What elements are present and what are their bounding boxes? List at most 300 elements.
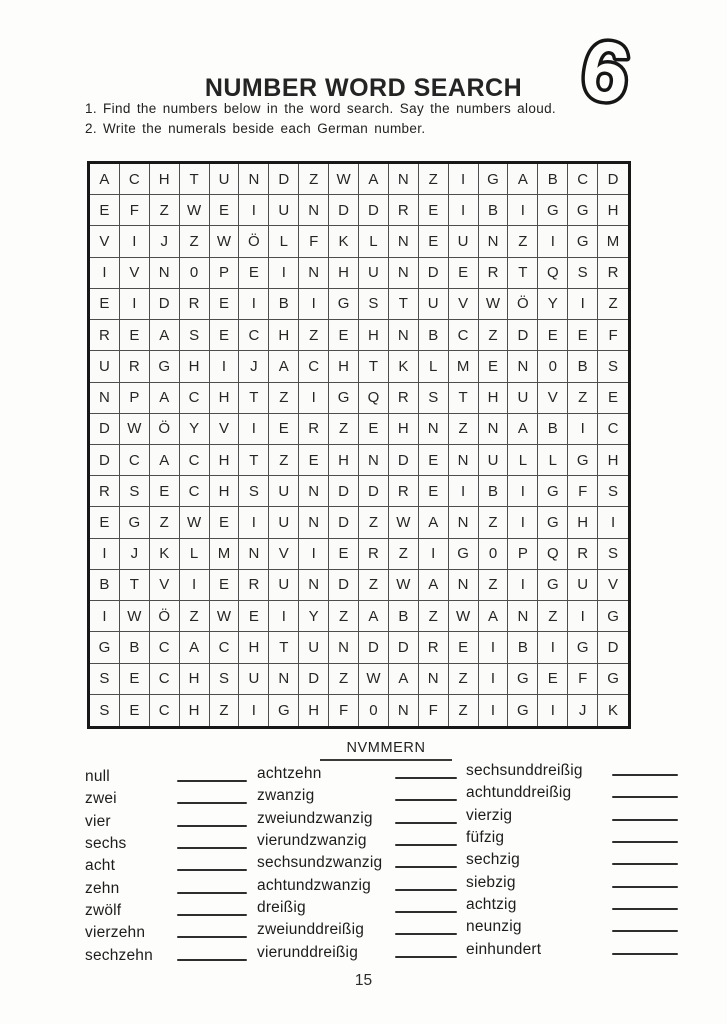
grid-cell: E [329,320,359,351]
grid-cell: G [538,476,568,507]
grid-cell: B [508,632,538,663]
grid-cell: N [299,507,329,538]
grid-cell: E [210,195,240,226]
instruction-line-2: 2. Write the numerals beside each German number. [85,121,426,136]
grid-cell: Ö [150,601,180,632]
answer-blank [612,953,678,955]
grid-cell: I [568,601,598,632]
grid-cell: 0 [479,539,509,570]
grid-cell: L [419,351,449,382]
german-number-word: zehn [85,879,120,897]
grid-cell: M [210,539,240,570]
grid-cell: E [239,258,269,289]
grid-cell: P [120,383,150,414]
grid-cell: Z [479,507,509,538]
grid-cell: C [239,320,269,351]
answer-blank [612,774,678,776]
grid-cell: E [419,445,449,476]
grid-cell: Z [479,570,509,601]
german-number-word: achtzehn [257,765,322,783]
answer-blank [177,780,247,782]
grid-cell: R [389,383,419,414]
grid-cell: A [269,351,299,382]
answer-blank [177,892,247,894]
grid-cell: Ö [150,414,180,445]
grid-cell: J [239,351,269,382]
grid-cell: H [269,320,299,351]
grid-cell: E [538,320,568,351]
grid-cell: G [538,507,568,538]
grid-cell: R [90,476,120,507]
grid-cell: N [479,226,509,257]
grid-cell: K [150,539,180,570]
grid-cell: C [180,383,210,414]
grid-cell: S [210,664,240,695]
grid-cell: H [150,164,180,195]
german-number-word: null [85,768,110,786]
word-row [257,941,457,963]
grid-cell: E [329,539,359,570]
grid-cell: Z [329,601,359,632]
grid-cell: D [508,320,538,351]
grid-cell: B [90,570,120,601]
german-number-word: füfzig [466,829,505,847]
grid-cell: U [239,664,269,695]
grid-cell: U [419,289,449,320]
grid-cell: U [269,195,299,226]
grid-cell: Y [299,601,329,632]
grid-cell: Y [180,414,210,445]
word-row [257,919,457,941]
grid-cell: E [210,320,240,351]
grid-cell: E [419,476,449,507]
german-number-word: zweiundzwanzig [257,809,373,827]
grid-cell: N [299,570,329,601]
grid-cell: L [269,226,299,257]
grid-cell: Z [479,320,509,351]
grid-cell: A [359,601,389,632]
german-number-word: neunzig [466,918,522,936]
grid-cell: V [269,539,299,570]
grid-cell: H [239,632,269,663]
grid-cell: I [568,414,598,445]
grid-cell: I [479,664,509,695]
word-search-grid [87,161,631,729]
german-number-word: vierundzwanzig [257,832,367,850]
grid-cell: H [329,445,359,476]
grid-cell: A [90,164,120,195]
grid-cell: H [180,695,210,726]
grid-cell: N [449,570,479,601]
grid-cell: I [508,476,538,507]
grid-cell: C [598,414,628,445]
german-number-word: vierzig [466,806,513,824]
grid-cell: H [210,476,240,507]
grid-cell: Z [449,414,479,445]
grid-cell: N [389,695,419,726]
grid-cell: C [150,695,180,726]
grid-cell: I [210,351,240,382]
grid-cell: R [479,258,509,289]
page-title: NUMBER WORD SEARCH [204,73,523,102]
grid-cell: P [508,539,538,570]
grid-cell: Z [359,507,389,538]
grid-cell: Ö [239,226,269,257]
grid-cell: I [449,195,479,226]
grid-cell: V [210,414,240,445]
grid-cell: E [90,507,120,538]
grid-cell: T [180,164,210,195]
grid-cell: K [389,351,419,382]
grid-cell: Q [538,539,568,570]
grid-cell: E [479,351,509,382]
grid-cell: N [449,445,479,476]
grid-cell: H [210,445,240,476]
grid-cell: F [329,695,359,726]
grid-cell: E [210,507,240,538]
word-row [466,782,678,804]
answer-blank [612,796,678,798]
grid-cell: E [239,601,269,632]
grid-cell: Z [389,539,419,570]
grid-cell: B [568,351,598,382]
grid-cell: I [538,632,568,663]
grid-cell: L [180,539,210,570]
grid-cell: C [568,164,598,195]
grid-cell: D [389,445,419,476]
grid-cell: 0 [538,351,568,382]
word-row [466,916,678,938]
grid-cell: I [479,632,509,663]
grid-cell: I [180,570,210,601]
grid-cell: G [90,632,120,663]
german-number-word: zwölf [85,901,122,919]
grid-cell: I [508,570,538,601]
grid-cell: Z [269,383,299,414]
grid-cell: A [150,383,180,414]
grid-cell: Z [359,570,389,601]
grid-cell: B [389,601,419,632]
grid-cell: W [389,507,419,538]
grid-cell: B [479,476,509,507]
grid-cell: Z [538,601,568,632]
grid-cell: T [120,570,150,601]
grid-cell: H [299,695,329,726]
grid-cell: A [419,570,449,601]
grid-cell: E [299,445,329,476]
grid-cell: U [269,570,299,601]
grid-cell: Z [150,507,180,538]
grid-cell: D [150,289,180,320]
answer-blank [395,933,457,935]
grid-cell: N [389,226,419,257]
grid-cell: I [239,414,269,445]
grid-cell: 0 [359,695,389,726]
grid-cell: I [538,695,568,726]
answer-blank [395,822,457,824]
grid-cell: I [269,601,299,632]
grid-cell: F [299,226,329,257]
grid-cell: B [538,164,568,195]
grid-cell: E [568,320,598,351]
grid-cell: G [150,351,180,382]
grid-cell: V [538,383,568,414]
grid-cell: G [329,383,359,414]
grid-cell: E [359,414,389,445]
grid-cell: U [90,351,120,382]
grid-cell: I [479,695,509,726]
grid-cell: E [120,320,150,351]
grid-cell: U [359,258,389,289]
grid-cell: I [239,695,269,726]
grid-cell: T [269,632,299,663]
german-number-word: vierunddreißig [257,943,359,961]
grid-cell: R [180,289,210,320]
grid-cell: G [508,664,538,695]
word-row [85,788,247,810]
grid-cell: H [210,383,240,414]
grid-cell: D [359,632,389,663]
unit-number-badge [552,22,656,118]
grid-cell: B [538,414,568,445]
grid-cell: G [568,632,598,663]
grid-cell: U [508,383,538,414]
grid-cell: U [568,570,598,601]
german-number-word: sechs [85,835,127,853]
grid-cell: N [389,258,419,289]
grid-cell: E [419,226,449,257]
grid-cell: U [299,632,329,663]
grid-cell: N [150,258,180,289]
word-row [257,785,457,807]
grid-cell: W [210,226,240,257]
answer-blank [612,930,678,932]
grid-cell: F [598,320,628,351]
grid-cell: V [449,289,479,320]
grid-cell: B [269,289,299,320]
grid-cell: S [180,320,210,351]
grid-cell: H [329,351,359,382]
grid-cell: C [210,632,240,663]
grid-cell: T [449,383,479,414]
grid-cell: N [359,445,389,476]
word-row [85,944,247,966]
grid-cell: E [269,414,299,445]
grid-cell: H [598,445,628,476]
grid-cell: I [90,258,120,289]
grid-cell: A [479,601,509,632]
word-row [466,938,678,960]
grid-cell: I [120,289,150,320]
grid-cell: N [329,632,359,663]
grid-cell: Z [598,289,628,320]
german-number-word: dreißig [257,898,306,916]
grid-cell: H [389,414,419,445]
german-number-word: zwanzig [257,787,315,805]
grid-cell: L [508,445,538,476]
answer-blank [395,866,457,868]
grid-cell: J [120,539,150,570]
grid-cell: T [239,445,269,476]
word-row [85,766,247,788]
grid-cell: G [568,226,598,257]
grid-cell: C [180,445,210,476]
grid-cell: V [90,226,120,257]
grid-cell: S [90,664,120,695]
answer-blank [177,869,247,871]
answer-blank [177,802,247,804]
answer-blank [177,825,247,827]
word-row [85,833,247,855]
grid-cell: D [359,195,389,226]
grid-cell: E [538,664,568,695]
grid-cell: S [239,476,269,507]
german-number-word: acht [85,857,116,875]
word-row [85,855,247,877]
grid-cell: D [329,570,359,601]
grid-cell: B [120,632,150,663]
grid-cell: D [329,507,359,538]
grid-cell: I [598,507,628,538]
grid-cell: D [419,258,449,289]
grid-cell: H [180,351,210,382]
word-row [466,849,678,871]
answer-blank [612,908,678,910]
german-number-word: vierzehn [85,924,146,942]
german-number-word: zwei [85,790,117,808]
grid-cell: U [269,507,299,538]
grid-cell: D [359,476,389,507]
grid-cell: U [479,445,509,476]
grid-cell: W [210,601,240,632]
grid-cell: D [269,164,299,195]
grid-cell: F [568,664,598,695]
grid-cell: U [210,164,240,195]
word-row [257,763,457,785]
grid-cell: B [419,320,449,351]
grid-cell: G [598,601,628,632]
grid-cell: J [150,226,180,257]
german-number-word: vier [85,812,111,830]
grid-cell: D [90,414,120,445]
grid-cell: I [538,226,568,257]
grid-cell: I [508,195,538,226]
grid-cell: G [538,195,568,226]
grid-cell: N [299,195,329,226]
grid-cell: G [538,570,568,601]
grid-cell: N [389,164,419,195]
grid-cell: R [120,351,150,382]
grid-cell: R [598,258,628,289]
grid-cell: N [449,507,479,538]
numerals-heading: NVMMERN [320,740,452,761]
grid-cell: G [598,664,628,695]
grid-cell: A [150,320,180,351]
grid-cell: V [598,570,628,601]
grid-cell: A [389,664,419,695]
grid-cell: P [210,258,240,289]
grid-cell: Z [299,164,329,195]
word-row [466,827,678,849]
grid-cell: W [329,164,359,195]
grid-cell: N [508,601,538,632]
word-row [257,852,457,874]
grid-cell: E [90,289,120,320]
word-list-column [257,763,457,964]
word-row [466,871,678,893]
grid-cell: M [449,351,479,382]
grid-cell: D [329,195,359,226]
grid-cell: E [120,695,150,726]
grid-cell: I [90,539,120,570]
grid-cell: H [329,258,359,289]
word-row [85,900,247,922]
grid-cell: F [120,195,150,226]
grid-cell: Z [329,664,359,695]
word-row [466,760,678,782]
grid-cell: L [538,445,568,476]
grid-cell: S [598,476,628,507]
grid-cell: C [449,320,479,351]
grid-cell: C [180,476,210,507]
german-number-word: einhundert [466,940,542,958]
grid-cell: E [90,195,120,226]
grid-cell: A [508,414,538,445]
grid-cell: J [568,695,598,726]
grid-cell: H [568,507,598,538]
answer-blank [177,936,247,938]
answer-blank [395,889,457,891]
grid-cell: R [568,539,598,570]
grid-cell: N [299,476,329,507]
answer-blank [395,777,457,779]
answer-blank [177,914,247,916]
grid-cell: N [419,664,449,695]
grid-cell: N [389,320,419,351]
grid-cell: E [150,476,180,507]
grid-cell: M [598,226,628,257]
grid-cell: I [120,226,150,257]
word-row [257,808,457,830]
grid-cell: I [449,164,479,195]
word-row [257,897,457,919]
grid-cell: I [90,601,120,632]
grid-cell: E [598,383,628,414]
word-row [85,811,247,833]
grid-cell: Z [508,226,538,257]
answer-blank [612,863,678,865]
grid-cell: H [598,195,628,226]
word-row [257,874,457,896]
grid-cell: Z [568,383,598,414]
grid-cell: Z [419,601,449,632]
german-number-word: zweiunddreißig [257,921,365,939]
grid-cell: I [239,195,269,226]
grid-cell: A [359,164,389,195]
german-number-word: achtundzwanzig [257,876,371,894]
grid-cell: Ö [508,289,538,320]
grid-cell: H [479,383,509,414]
german-number-word: sechzehn [85,946,153,964]
grid-cell: F [568,476,598,507]
grid-cell: I [299,383,329,414]
grid-cell: W [120,414,150,445]
grid-cell: A [150,445,180,476]
grid-cell: Z [180,601,210,632]
grid-cell: D [598,164,628,195]
grid-cell: W [180,507,210,538]
grid-cell: N [90,383,120,414]
